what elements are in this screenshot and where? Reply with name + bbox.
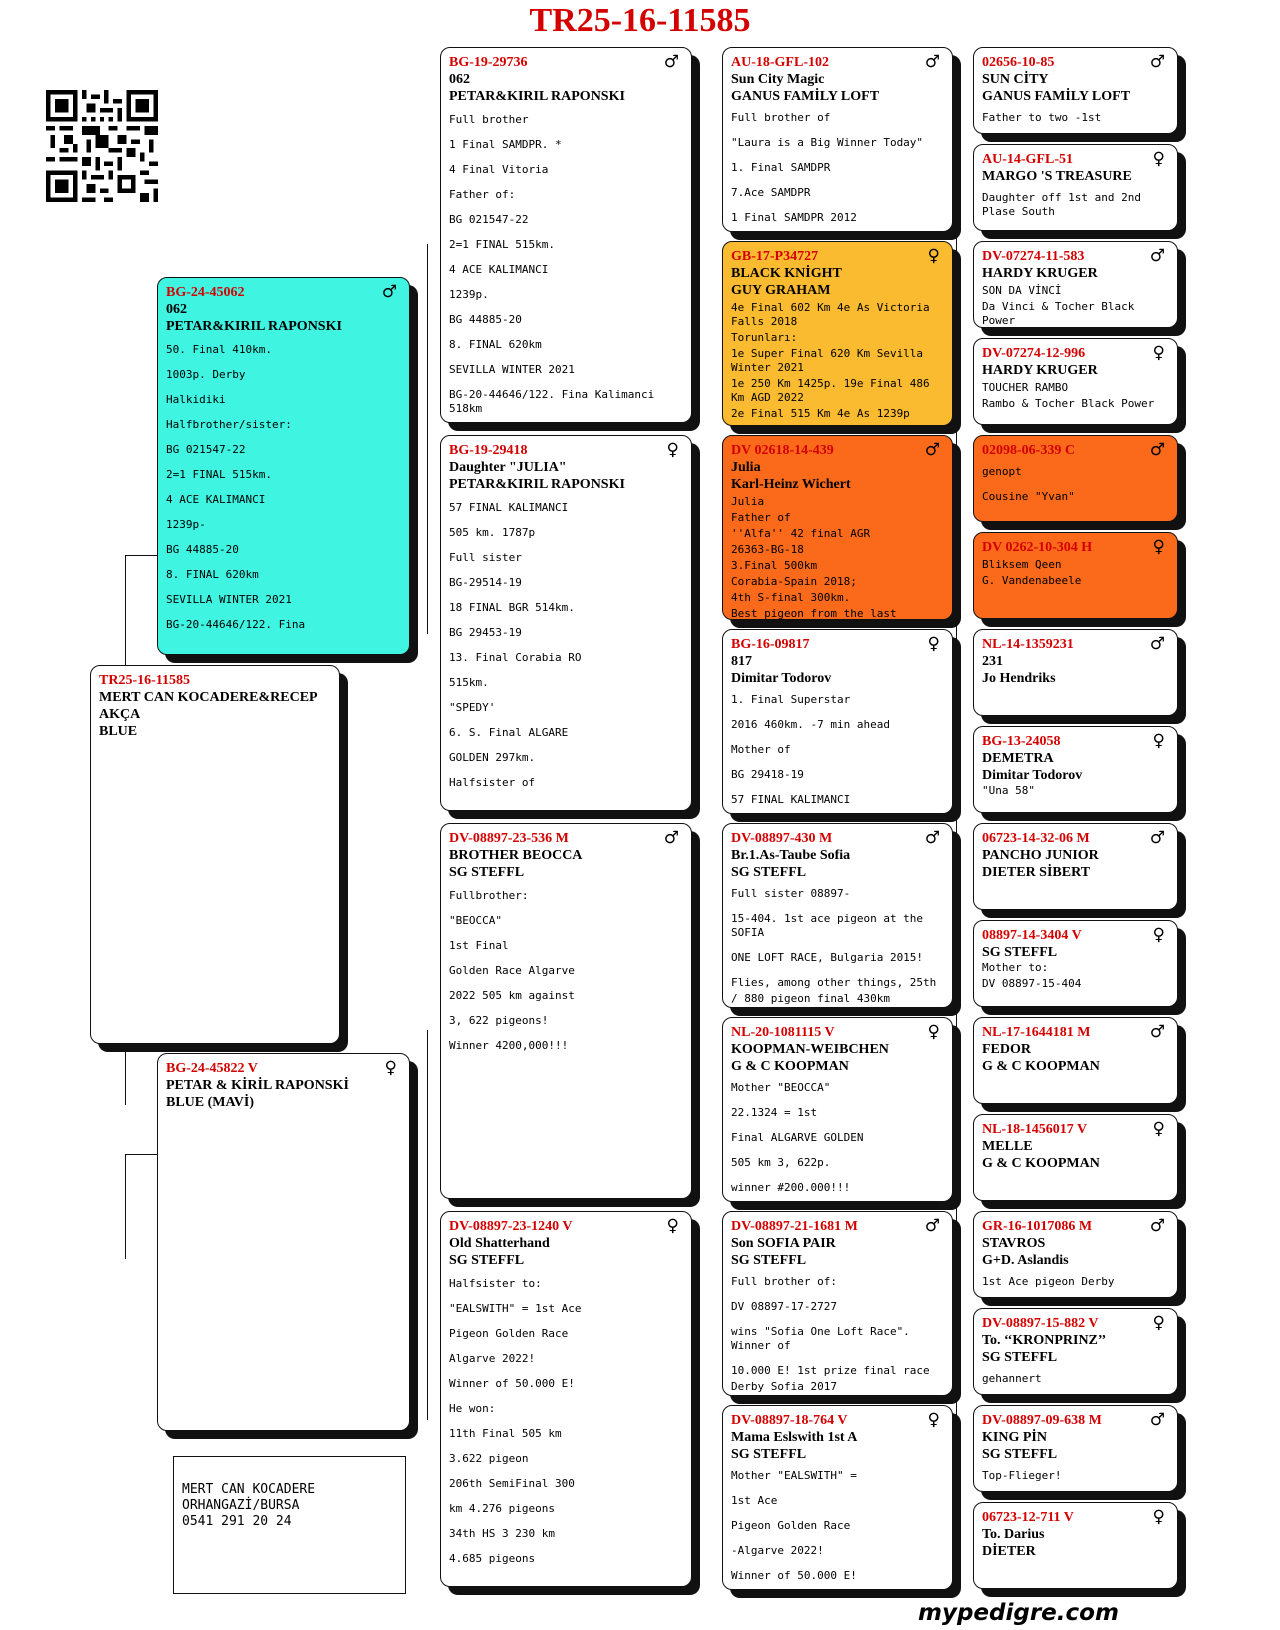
note: Father of: <box>449 188 516 201</box>
ancestor-card[interactable] <box>973 144 1178 231</box>
name-line: PETAR&KIRIL RAPONSKI <box>449 89 625 104</box>
note: Rambo & Tocher Black Power <box>982 397 1155 410</box>
ancestor-card[interactable] <box>973 1405 1178 1492</box>
note: Halfsister to: <box>449 1277 542 1290</box>
note: 3.622 pigeon <box>449 1452 529 1465</box>
name-line: G+D. Aslandis <box>982 1253 1069 1268</box>
note: BG-20-44646/122. Fina <box>166 618 306 631</box>
note: Best pigeon from the last <box>731 607 897 620</box>
name-line: HARDY KRUGER <box>982 363 1098 378</box>
ring-number: 06723-14-32-06 M <box>982 831 1090 846</box>
name-line: SG STEFFL <box>731 865 807 880</box>
name-line: SG STEFFL <box>982 945 1058 960</box>
ring-number: DV 0262-10-304 H <box>982 540 1093 555</box>
name-line: G & C KOOPMAN <box>731 1059 849 1074</box>
name-line: Br.1.As-Taube Sofia <box>731 848 851 863</box>
great-grandparent-card[interactable] <box>722 629 953 814</box>
name-line: Mama Eslswith 1st A <box>731 1430 858 1445</box>
note: Fullbrother: <box>449 889 529 902</box>
note: 6. S. Final ALGARE <box>449 726 569 739</box>
male-icon: ♂ <box>1149 828 1165 848</box>
notes <box>449 1277 683 1577</box>
note: 2=1 FINAL 515km. <box>166 468 272 481</box>
notes <box>731 693 944 809</box>
notes <box>731 301 944 423</box>
name-line: Dimitar Todorov <box>731 671 832 686</box>
note: Golden Race Algarve <box>449 964 575 977</box>
ancestor-card[interactable] <box>973 435 1178 522</box>
note: 4 Final Vitoria <box>449 163 549 176</box>
notes <box>982 1469 1169 1485</box>
female-icon: ♀ <box>1152 1119 1165 1139</box>
great-grandparent-card[interactable] <box>722 47 953 232</box>
note: -Algarve 2022! <box>731 1544 824 1557</box>
note: SON DA VİNCİ <box>982 284 1062 297</box>
note: Top-Flieger! <box>982 1469 1062 1482</box>
name-line: PETAR&KIRIL RAPONSKI <box>166 319 342 334</box>
notes <box>731 1275 944 1396</box>
name-line: SG STEFFL <box>449 1253 525 1268</box>
ring-number: BG-24-45062 <box>166 285 245 300</box>
name-line: MELLE <box>982 1139 1033 1154</box>
note: 4e Final 602 Km 4e As Victoria Falls 2018 <box>731 301 930 328</box>
name-line: Jo Hendriks <box>982 671 1056 686</box>
name-line: BROTHER BEOCCA <box>449 848 583 863</box>
note: ONE LOFT RACE, Bulgaria 2015! <box>731 951 924 964</box>
ancestor-card[interactable] <box>973 47 1178 134</box>
note: "SPEDY' <box>449 701 496 714</box>
female-icon: ♀ <box>927 1410 940 1430</box>
note: Pigeon Golden Race <box>731 1519 851 1532</box>
note: 1e Super Final 620 Km Sevilla Winter 2021 <box>731 347 924 374</box>
ancestor-card[interactable] <box>973 1114 1178 1201</box>
female-icon: ♀ <box>1152 537 1165 557</box>
note: 1. Final SAMDPR <box>731 161 831 174</box>
name-line: To. ‘‘KRONPRINZ’’ <box>982 1333 1107 1348</box>
female-icon: ♀ <box>927 246 940 266</box>
ring-number: BG-13-24058 <box>982 734 1061 749</box>
note: Halfbrother/sister: <box>166 418 292 431</box>
ring-number: DV-08897-430 M <box>731 831 833 846</box>
female-icon: ♀ <box>1152 925 1165 945</box>
owner-name: MERT CAN KOCADERE <box>182 1482 316 1497</box>
name-line: 062 <box>166 302 187 317</box>
note: 206th SemiFinal 300 <box>449 1477 575 1490</box>
grandparent-card[interactable] <box>440 1211 692 1587</box>
name-line: SG STEFFL <box>731 1253 807 1268</box>
note: 4 ACE KALIMANCI <box>449 263 549 276</box>
note: 1. Final Superstar <box>731 693 851 706</box>
name-line: DIETER SİBERT <box>982 865 1091 880</box>
note: 1st Ace <box>731 1494 778 1507</box>
notes <box>982 111 1169 127</box>
name-line: GANUS FAMİLY LOFT <box>731 89 880 104</box>
notes <box>731 111 944 227</box>
ring-number: GR-16-1017086 M <box>982 1219 1093 1234</box>
name-line: DİETER <box>982 1544 1036 1559</box>
note: 3, 622 pigeons! <box>449 1014 549 1027</box>
name-line: HARDY KRUGER <box>982 266 1098 281</box>
male-icon: ♂ <box>924 440 940 460</box>
ring-number: DV-07274-11-583 <box>982 249 1085 264</box>
qr-code <box>46 90 158 202</box>
note: Final ALGARVE GOLDEN <box>731 1131 864 1144</box>
note: 3.Final 500km <box>731 559 818 572</box>
notes <box>449 501 683 801</box>
note: 7.Ace SAMDPR <box>731 186 811 199</box>
male-icon: ♂ <box>1149 1022 1165 1042</box>
notes <box>449 889 683 1064</box>
note: BG-29514-19 <box>449 576 522 589</box>
note: SEVILLA WINTER 2021 <box>449 363 575 376</box>
ring-number: BG-19-29418 <box>449 443 528 458</box>
note: 2=1 FINAL 515km. <box>449 238 555 251</box>
female-icon: ♀ <box>384 1058 397 1078</box>
subject-line: MERT CAN KOCADERE&RECEP AKÇA <box>99 690 317 722</box>
male-icon: ♂ <box>1149 440 1165 460</box>
ancestor-card[interactable] <box>973 1502 1178 1589</box>
note: 4 ACE KALIMANCI <box>166 493 266 506</box>
ring-number: DV-08897-09-638 M <box>982 1413 1102 1428</box>
note: Winner of 50.000 E! <box>731 1569 857 1582</box>
connector <box>427 1030 428 1420</box>
note: wins "Sofia One Loft Race". Winner of <box>731 1325 910 1352</box>
note: 57 FINAL KALIMANCI <box>731 793 851 806</box>
note: 10.000 E! 1st prize final race <box>731 1364 930 1377</box>
ring-number: DV-08897-23-1240 V <box>449 1219 573 1234</box>
great-grandparent-card[interactable] <box>722 1211 953 1396</box>
name-line: 231 <box>982 654 1003 669</box>
note: Algarve 2022! <box>449 1352 536 1365</box>
ring-number: NL-14-1359231 <box>982 637 1074 652</box>
ancestor-card[interactable] <box>973 920 1178 1007</box>
notes <box>982 191 1169 221</box>
note: 57 FINAL KALIMANCI <box>449 501 569 514</box>
male-icon: ♂ <box>1149 634 1165 654</box>
ancestor-card[interactable] <box>973 1308 1178 1395</box>
note: Bliksem Qeen <box>982 558 1062 571</box>
note: BG 021547-22 <box>166 443 246 456</box>
name-line: SG STEFFL <box>982 1350 1058 1365</box>
note: 4th S-final 300km. <box>731 591 851 604</box>
ring-number: 02098-06-339 C <box>982 443 1075 458</box>
notes <box>982 465 1169 506</box>
subject-line: BLUE <box>99 724 138 739</box>
note: Mother "EALSWITH" = <box>731 1469 857 1482</box>
sire-card[interactable] <box>157 277 410 655</box>
page-title: TR25-16-11585 <box>529 2 751 39</box>
note: 22.1324 = 1st <box>731 1106 818 1119</box>
note: TOUCHER RAMBO <box>982 381 1069 394</box>
subject-card[interactable] <box>90 665 340 1044</box>
female-icon: ♀ <box>1152 1313 1165 1333</box>
owner-phone: 0541 291 20 24 <box>182 1514 292 1529</box>
grandparent-card[interactable] <box>440 47 692 423</box>
notes <box>982 1275 1169 1291</box>
note: 26363-BG-18 <box>731 543 804 556</box>
notes <box>982 558 1169 590</box>
dam-card[interactable] <box>157 1053 410 1431</box>
connector <box>125 1154 126 1259</box>
note: Flies, among other things, 25th <box>731 976 937 989</box>
note: Mother to: <box>982 961 1049 974</box>
notes <box>982 284 1169 328</box>
grandparent-card[interactable] <box>440 435 692 811</box>
note: Father to two -1st <box>982 111 1102 124</box>
great-grandparent-card[interactable] <box>722 435 953 620</box>
connector <box>427 244 428 634</box>
name-line: Sun City Magic <box>731 72 825 87</box>
name-line: Old Shatterhand <box>449 1236 550 1251</box>
name-line: SG STEFFL <box>731 1447 807 1462</box>
ring-number: AU-18-GFL-102 <box>731 55 829 70</box>
note: 515km. <box>449 676 489 689</box>
name-line: PANCHO JUNIOR <box>982 848 1099 863</box>
name-line: KOOPMAN-WEIBCHEN <box>731 1042 889 1057</box>
male-icon: ♂ <box>1149 246 1165 266</box>
male-icon: ♂ <box>663 828 679 848</box>
ring-number: DV-08897-23-536 M <box>449 831 569 846</box>
male-icon: ♂ <box>381 282 397 302</box>
notes <box>166 343 401 643</box>
ancestor-card[interactable] <box>973 823 1178 910</box>
name-line: SG STEFFL <box>982 1447 1058 1462</box>
note: 1 Final SAMDPR. * <box>449 138 562 151</box>
note: Daughter off 1st and 2nd Plase South <box>982 191 1141 218</box>
ancestor-card[interactable] <box>973 1211 1178 1298</box>
note: Corabia-Spain 2018; <box>731 575 857 588</box>
note: 1239p. <box>449 288 489 301</box>
note: 13. Final Corabia RO <box>449 651 582 664</box>
note: Derby Sofia 2017 <box>731 1380 837 1393</box>
name-line: To. Darius <box>982 1527 1045 1542</box>
note: "BEOCCA" <box>449 914 502 927</box>
note: SEVILLA WINTER 2021 <box>166 593 292 606</box>
note: 8. FINAL 620km <box>166 568 259 581</box>
ring-number: DV-08897-18-764 V <box>731 1413 848 1428</box>
name-line: GUY GRAHAM <box>731 283 831 298</box>
connector <box>125 1154 157 1155</box>
name-line: 817 <box>731 654 752 669</box>
name-line: Dimitar Todorov <box>982 768 1083 783</box>
note: Pigeon Golden Race <box>449 1327 569 1340</box>
note: BG 29418-19 <box>731 768 804 781</box>
ring-number: DV-08897-21-1681 M <box>731 1219 858 1234</box>
name-line: G & C KOOPMAN <box>982 1059 1100 1074</box>
note: Winner 4200,000!!! <box>449 1039 569 1052</box>
note: 50. Final 410km. <box>166 343 272 356</box>
ring-number: 08897-14-3404 V <box>982 928 1082 943</box>
name-line: PETAR & KİRİL RAPONSKİ <box>166 1078 349 1093</box>
name-line: SG STEFFL <box>449 865 525 880</box>
great-grandparent-card[interactable] <box>722 823 953 1008</box>
great-grandparent-card[interactable] <box>722 1017 953 1202</box>
connector <box>956 62 957 1572</box>
note: Da Vinci & Tocher Black Power <box>982 300 1135 327</box>
note: 8. FINAL 620km <box>449 338 542 351</box>
note: 15-404. 1st ace pigeon at the SOFIA <box>731 912 924 939</box>
note: 518km <box>449 402 483 415</box>
male-icon: ♂ <box>924 828 940 848</box>
name-line: STAVROS <box>982 1236 1046 1251</box>
note: Full sister 08897- <box>731 887 851 900</box>
female-icon: ♀ <box>666 1216 679 1236</box>
ring-number: 02656-10-85 <box>982 55 1055 70</box>
note: "Una 58" <box>982 784 1035 797</box>
name-line: BLACK KNİGHT <box>731 266 842 281</box>
note: Full sister <box>449 551 522 564</box>
note: Halkidiki <box>166 393 226 406</box>
ring-number: 06723-12-711 V <box>982 1510 1074 1525</box>
note: Full brother of <box>731 111 831 124</box>
ring-number: DV 02618-14-439 <box>731 443 834 458</box>
ring-number: NL-20-1081115 V <box>731 1025 835 1040</box>
ring-number: BG-24-45822 V <box>166 1061 258 1076</box>
note: Full brother of: <box>731 1275 837 1288</box>
notes <box>982 1372 1169 1388</box>
note: 4.685 pigeons <box>449 1552 536 1565</box>
ring-number: GB-17-P34727 <box>731 249 819 264</box>
name-line: FEDOR <box>982 1042 1031 1057</box>
name-line: Karl-Heinz Wichert <box>731 477 851 492</box>
note: DV 08897-17-2727 <box>731 1300 837 1313</box>
female-icon: ♀ <box>1152 1507 1165 1527</box>
note: 505 km 3, 622p. <box>731 1156 831 1169</box>
notes <box>982 381 1169 413</box>
note: / 880 pigeon final 430km <box>731 992 890 1005</box>
note: 11th Final 505 km <box>449 1427 562 1440</box>
notes <box>731 887 944 1008</box>
note: 1e 250 Km 1425p. 19e Final 486 Km AGD 2022 <box>731 377 930 404</box>
site-footer[interactable]: mypedigre.com <box>918 1600 1119 1626</box>
note: 1 Final SAMDPR 2012 <box>731 211 857 224</box>
name-line: PETAR&KIRIL RAPONSKI <box>449 477 625 492</box>
name-line: BLUE (MAVİ) <box>166 1095 255 1110</box>
male-icon: ♂ <box>924 52 940 72</box>
ancestor-card[interactable] <box>973 629 1178 716</box>
notes <box>731 1469 944 1585</box>
note: km 4.276 pigeons <box>449 1502 555 1515</box>
note: 34th HS 3 230 km <box>449 1527 555 1540</box>
name-line: KING PİN <box>982 1430 1047 1445</box>
ring-number: NL-18-1456017 V <box>982 1122 1088 1137</box>
name-line: Daughter "JULIA" <box>449 460 567 475</box>
note: BG 021547-22 <box>449 213 529 226</box>
note: Winner of 50.000 E! <box>449 1377 575 1390</box>
male-icon: ♂ <box>663 52 679 72</box>
male-icon: ♂ <box>1149 52 1165 72</box>
note: Mother of <box>731 743 791 756</box>
female-icon: ♀ <box>666 440 679 460</box>
note: gehannert <box>982 1372 1042 1385</box>
note: G. Vandenabeele <box>982 574 1082 587</box>
name-line: MARGO 'S TREASURE <box>982 169 1132 184</box>
note: 505 km. 1787p <box>449 526 536 539</box>
ring-number: TR25-16-11585 <box>99 673 190 688</box>
ring-number: BG-19-29736 <box>449 55 528 70</box>
ancestor-card[interactable] <box>973 1017 1178 1104</box>
connector <box>125 555 157 556</box>
note: ''Alfa'' 42 final AGR <box>731 527 871 540</box>
ring-number: BG-16-09817 <box>731 637 810 652</box>
note: 18 FINAL BGR 514km. <box>449 601 575 614</box>
note: He won: <box>449 1402 496 1415</box>
ring-number: NL-17-1644181 M <box>982 1025 1091 1040</box>
ring-number: DV-08897-15-882 V <box>982 1316 1099 1331</box>
note: Cousine "Yvan" <box>982 490 1075 503</box>
notes <box>731 1081 944 1197</box>
note: Julia <box>731 495 765 508</box>
ancestor-card[interactable] <box>973 726 1178 813</box>
ancestor-card[interactable] <box>973 532 1178 619</box>
note: Mother "BEOCCA" <box>731 1081 831 1094</box>
note: 1239p- <box>166 518 206 531</box>
female-icon: ♀ <box>1152 343 1165 363</box>
note: 2022 505 km against <box>449 989 575 1002</box>
name-line: DEMETRA <box>982 751 1054 766</box>
note: genopt <box>982 465 1022 478</box>
owner-location: ORHANGAZİ/BURSA <box>182 1498 300 1513</box>
note: BG 29453-19 <box>449 626 522 639</box>
male-icon: ♂ <box>1149 1216 1165 1236</box>
female-icon: ♀ <box>1152 731 1165 751</box>
great-grandparent-card[interactable] <box>722 1405 953 1590</box>
male-icon: ♂ <box>1149 1410 1165 1430</box>
grandparent-card[interactable] <box>440 823 692 1199</box>
note: Halfsister of <box>449 776 536 789</box>
name-line: Julia <box>731 460 761 475</box>
note: "Laura is a Big Winner Today" <box>731 136 924 149</box>
female-icon: ♀ <box>927 634 940 654</box>
note: DV 08897-15-404 <box>982 977 1082 990</box>
name-line: GANUS FAMİLY LOFT <box>982 89 1131 104</box>
owner-box <box>173 1456 406 1594</box>
name-line: SUN CİTY <box>982 72 1049 87</box>
male-icon: ♂ <box>924 1216 940 1236</box>
ring-number: AU-14-GFL-51 <box>982 152 1073 167</box>
name-line: Son SOFIA PAIR <box>731 1236 836 1251</box>
note: 1003p. Derby <box>166 368 246 381</box>
notes <box>731 495 944 620</box>
note: 2e Final 515 Km 4e As 1239p <box>731 407 910 420</box>
note: winner #200.000!!! <box>731 1181 851 1194</box>
female-icon: ♀ <box>1152 149 1165 169</box>
ancestor-card[interactable] <box>973 241 1178 328</box>
ancestor-card[interactable] <box>973 338 1178 425</box>
note: BG 44885-20 <box>166 543 239 556</box>
note: "EALSWITH" = 1st Ace <box>449 1302 582 1315</box>
note: BG 44885-20 <box>449 313 522 326</box>
note: Torunları: <box>731 331 798 344</box>
name-line: 062 <box>449 72 470 87</box>
note: Full brother <box>449 113 529 126</box>
female-icon: ♀ <box>927 1022 940 1042</box>
ring-number: DV-07274-12-996 <box>982 346 1086 361</box>
note: 1st Final <box>449 939 509 952</box>
note: 2016 460km. -7 min ahead <box>731 718 890 731</box>
note: GOLDEN 297km. <box>449 751 536 764</box>
great-grandparent-card[interactable] <box>722 241 953 426</box>
name-line: G & C KOOPMAN <box>982 1156 1100 1171</box>
notes <box>449 113 683 423</box>
note: Father of <box>731 511 791 524</box>
note: BG-20-44646/122. Fina Kalimanci <box>449 388 655 401</box>
note: 1st Ace pigeon Derby <box>982 1275 1115 1288</box>
